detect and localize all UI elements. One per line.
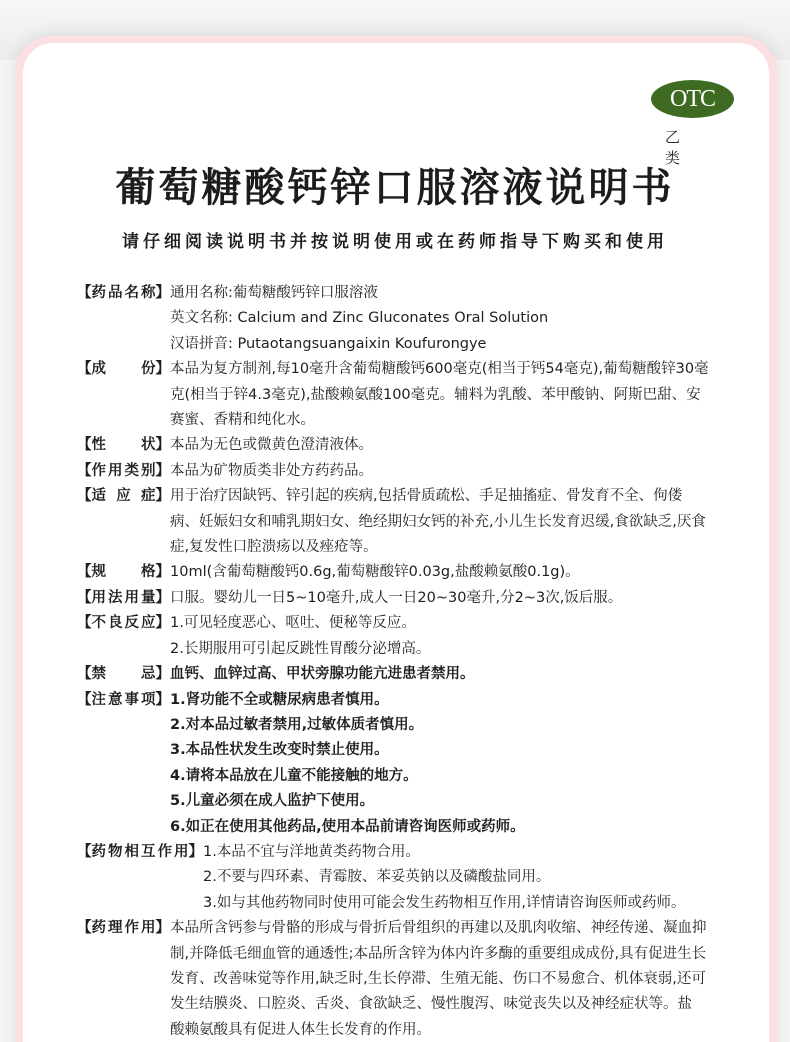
label-char: 类 bbox=[124, 462, 139, 479]
section-line: 本品为无色或微黄色澄清液体。 bbox=[170, 437, 373, 454]
section-body bbox=[170, 688, 757, 840]
section-line: 本品为矿物质类非处方药药品。 bbox=[170, 462, 373, 479]
label-open-bracket: 【 bbox=[77, 691, 92, 708]
label-char: 份 bbox=[141, 361, 156, 378]
section-line: 制,并降低毛细血管的通透性;本品所含锌为体内许多酶的重要组成成份,具有促进生长 bbox=[170, 945, 707, 962]
label-char: 药 bbox=[91, 843, 106, 860]
section-line: 1.本品不宜与洋地黄类药物合用。 bbox=[203, 843, 420, 860]
section-label bbox=[77, 560, 170, 585]
label-text bbox=[92, 840, 189, 865]
section-label bbox=[77, 586, 170, 611]
section-body bbox=[170, 281, 757, 357]
section-line: 用于治疗因缺钙、锌引起的疾病,包括骨质疏松、手足抽搐症、骨发育不全、佝偻 bbox=[170, 488, 683, 505]
section-body bbox=[170, 433, 757, 458]
label-char: 项 bbox=[141, 691, 156, 708]
label-text bbox=[92, 586, 156, 611]
label-char: 品 bbox=[108, 285, 123, 301]
section-line: 5.儿童必须在成人监护下使用。 bbox=[170, 793, 375, 810]
section-body bbox=[170, 611, 757, 662]
label-open-bracket: 【 bbox=[77, 920, 92, 937]
section-11 bbox=[77, 916, 757, 1042]
label-char: 药 bbox=[91, 920, 106, 937]
label-close-bracket: 】 bbox=[155, 437, 170, 454]
label-char: 性 bbox=[91, 437, 106, 454]
section-label bbox=[77, 611, 170, 636]
label-text bbox=[92, 916, 156, 941]
label-char: 状 bbox=[141, 437, 156, 454]
label-char: 规 bbox=[91, 564, 106, 581]
section-line: 3.本品性状发生改变时禁止使用。 bbox=[170, 742, 389, 759]
label-char: 名 bbox=[124, 285, 139, 301]
label-open-bracket: 【 bbox=[77, 437, 92, 454]
section-body bbox=[170, 586, 757, 611]
label-char: 事 bbox=[124, 691, 139, 708]
section-line: 2.不要与四环素、青霉胺、苯妥英钠以及磷酸盐同用。 bbox=[203, 869, 551, 886]
label-close-bracket: 】 bbox=[155, 691, 170, 708]
section-1 bbox=[77, 357, 757, 433]
label-char: 症 bbox=[141, 488, 156, 505]
label-char: 互 bbox=[141, 843, 156, 860]
section-label bbox=[77, 459, 170, 484]
label-char: 注 bbox=[91, 691, 106, 708]
label-char: 意 bbox=[108, 691, 123, 708]
section-line: 2.长期服用可引起反跳性胃酸分泌增高。 bbox=[170, 640, 431, 657]
label-text bbox=[92, 459, 156, 484]
otc-badge-icon bbox=[651, 80, 734, 118]
label-open-bracket: 【 bbox=[77, 564, 92, 581]
label-text bbox=[92, 281, 156, 306]
section-label bbox=[77, 662, 170, 687]
label-open-bracket: 【 bbox=[77, 615, 92, 632]
section-line: 病、妊娠妇女和哺乳期妇女、绝经期妇女钙的补充,小儿生长发育迟缓,食欲缺乏,厌食 bbox=[170, 513, 706, 530]
label-text bbox=[92, 662, 156, 687]
section-label bbox=[77, 484, 170, 509]
label-close-bracket: 】 bbox=[155, 589, 170, 606]
label-char: 作 bbox=[91, 462, 106, 479]
label-char: 格 bbox=[141, 564, 156, 581]
label-char: 用 bbox=[124, 589, 139, 606]
section-line: 1.可见轻度恶心、呕吐、便秘等反应。 bbox=[170, 615, 416, 632]
section-10 bbox=[77, 840, 757, 916]
label-char: 称 bbox=[141, 285, 156, 301]
label-open-bracket: 【 bbox=[77, 285, 92, 301]
section-line: 发生结膜炎、口腔炎、舌炎、食欲缺乏、慢性腹泻、味觉丧失以及神经症状等。盐 bbox=[170, 996, 692, 1013]
section-label bbox=[77, 357, 170, 382]
section-7 bbox=[77, 611, 757, 662]
label-text bbox=[92, 357, 156, 382]
label-close-bracket: 】 bbox=[155, 666, 170, 683]
leaflet-content bbox=[77, 281, 757, 1042]
section-line: 4.请将本品放在儿童不能接触的地方。 bbox=[170, 767, 418, 784]
label-char: 用 bbox=[91, 589, 106, 606]
label-char: 别 bbox=[141, 462, 156, 479]
label-char: 适 bbox=[91, 488, 106, 505]
section-line: 酸赖氨酸具有促进人体生长发育的作用。 bbox=[170, 1021, 431, 1038]
section-label bbox=[77, 916, 170, 941]
label-char: 应 bbox=[141, 615, 156, 632]
label-char: 作 bbox=[157, 843, 172, 860]
label-char: 良 bbox=[108, 615, 123, 632]
label-open-bracket: 【 bbox=[77, 666, 92, 683]
section-label bbox=[77, 281, 170, 306]
section-3 bbox=[77, 459, 757, 484]
label-char: 药 bbox=[91, 285, 106, 301]
page-subtitle: 请仔细阅读说明书并按说明使用或在药师指导下购买和使用 bbox=[122, 232, 668, 252]
label-close-bracket: 】 bbox=[155, 615, 170, 632]
section-line: 发育、改善味觉等作用,缺乏时,生长停滞、生殖无能、伤口不易愈合、机体衰弱,还可 bbox=[170, 970, 706, 987]
section-body bbox=[170, 916, 757, 1042]
section-4 bbox=[77, 484, 757, 560]
section-9 bbox=[77, 688, 757, 840]
label-char: 用 bbox=[174, 843, 189, 860]
label-open-bracket: 【 bbox=[77, 462, 92, 479]
section-line: 血钙、血锌过高、甲状旁腺功能亢进患者禁用。 bbox=[170, 666, 475, 683]
label-char: 成 bbox=[91, 361, 106, 378]
section-0 bbox=[77, 281, 757, 357]
label-close-bracket: 】 bbox=[155, 361, 170, 378]
section-body bbox=[170, 484, 757, 560]
label-char: 量 bbox=[141, 589, 156, 606]
label-close-bracket: 】 bbox=[155, 462, 170, 479]
label-text bbox=[92, 560, 156, 585]
section-5 bbox=[77, 560, 757, 585]
section-body bbox=[170, 560, 757, 585]
label-char: 用 bbox=[108, 462, 123, 479]
label-open-bracket: 【 bbox=[77, 589, 92, 606]
label-close-bracket: 】 bbox=[155, 920, 170, 937]
otc-badge-label: OTC bbox=[670, 86, 715, 112]
label-close-bracket: 】 bbox=[155, 564, 170, 581]
section-line: 3.如与其他药物同时使用可能会发生药物相互作用,详情请咨询医师或药师。 bbox=[203, 894, 686, 911]
label-close-bracket: 】 bbox=[155, 488, 170, 505]
section-line: 症,复发性口腔溃疡以及痤疮等。 bbox=[170, 539, 378, 556]
section-label bbox=[77, 688, 170, 713]
label-char: 应 bbox=[116, 488, 131, 505]
otc-class-label: 乙 类 bbox=[665, 128, 691, 167]
label-char: 不 bbox=[91, 615, 106, 632]
section-line: 10ml(含葡萄糖酸钙0.6g,葡萄糖酸锌0.03g,盐酸赖氨酸0.1g)。 bbox=[170, 564, 580, 581]
label-char: 禁 bbox=[91, 666, 106, 683]
label-close-bracket: 】 bbox=[188, 843, 203, 860]
section-body bbox=[203, 840, 757, 916]
section-line: 英文名称: Calcium and Zinc Gluconates Oral Solution bbox=[170, 310, 549, 327]
section-line: 赛蜜、香精和纯化水。 bbox=[170, 412, 315, 429]
label-text bbox=[92, 688, 156, 713]
section-line: 本品所含钙参与骨骼的形成与骨折后骨组织的再建以及肌肉收缩、神经传递、凝血抑 bbox=[170, 920, 707, 937]
page-title: 葡萄糖酸钙锌口服溶液说明书 bbox=[115, 165, 675, 211]
label-char: 用 bbox=[141, 920, 156, 937]
section-line: 通用名称:葡萄糖酸钙锌口服溶液 bbox=[170, 285, 378, 301]
section-6 bbox=[77, 586, 757, 611]
label-char: 相 bbox=[124, 843, 139, 860]
section-line: 本品为复方制剂,每10毫升含葡萄糖酸钙600毫克(相当于钙54毫克),葡萄糖酸锌30毫 bbox=[170, 361, 709, 378]
section-body bbox=[170, 357, 757, 433]
label-char: 理 bbox=[108, 920, 123, 937]
label-open-bracket: 【 bbox=[77, 488, 92, 505]
label-text bbox=[92, 484, 156, 509]
label-open-bracket: 【 bbox=[77, 843, 92, 860]
section-line: 6.如正在使用其他药品,使用本品前请咨询医师或药师。 bbox=[170, 818, 525, 835]
label-open-bracket: 【 bbox=[77, 361, 92, 378]
label-text bbox=[92, 433, 156, 458]
section-line: 口服。婴幼儿一日5~10毫升,成人一日20~30毫升,分2~3次,饭后服。 bbox=[170, 589, 623, 606]
section-line: 2.对本品过敏者禁用,过敏体质者慎用。 bbox=[170, 716, 424, 733]
section-line: 汉语拼音: Putaotangsuangaixin Koufurongye bbox=[170, 335, 487, 352]
section-body bbox=[170, 662, 757, 687]
label-close-bracket: 】 bbox=[155, 285, 170, 301]
label-char: 反 bbox=[124, 615, 139, 632]
section-2 bbox=[77, 433, 757, 458]
section-line: 克(相当于锌4.3毫克),盐酸赖氨酸100毫克。辅料为乳酸、苯甲酸钠、阿斯巴甜、安 bbox=[170, 386, 701, 403]
label-char: 作 bbox=[124, 920, 139, 937]
label-char: 忌 bbox=[141, 666, 156, 683]
section-label bbox=[77, 433, 170, 458]
section-body bbox=[170, 459, 757, 484]
section-line: 1.肾功能不全或糖尿病患者慎用。 bbox=[170, 691, 389, 708]
label-text bbox=[92, 611, 156, 636]
section-label bbox=[77, 840, 203, 865]
label-char: 物 bbox=[108, 843, 123, 860]
section-8 bbox=[77, 662, 757, 687]
label-char: 法 bbox=[108, 589, 123, 606]
